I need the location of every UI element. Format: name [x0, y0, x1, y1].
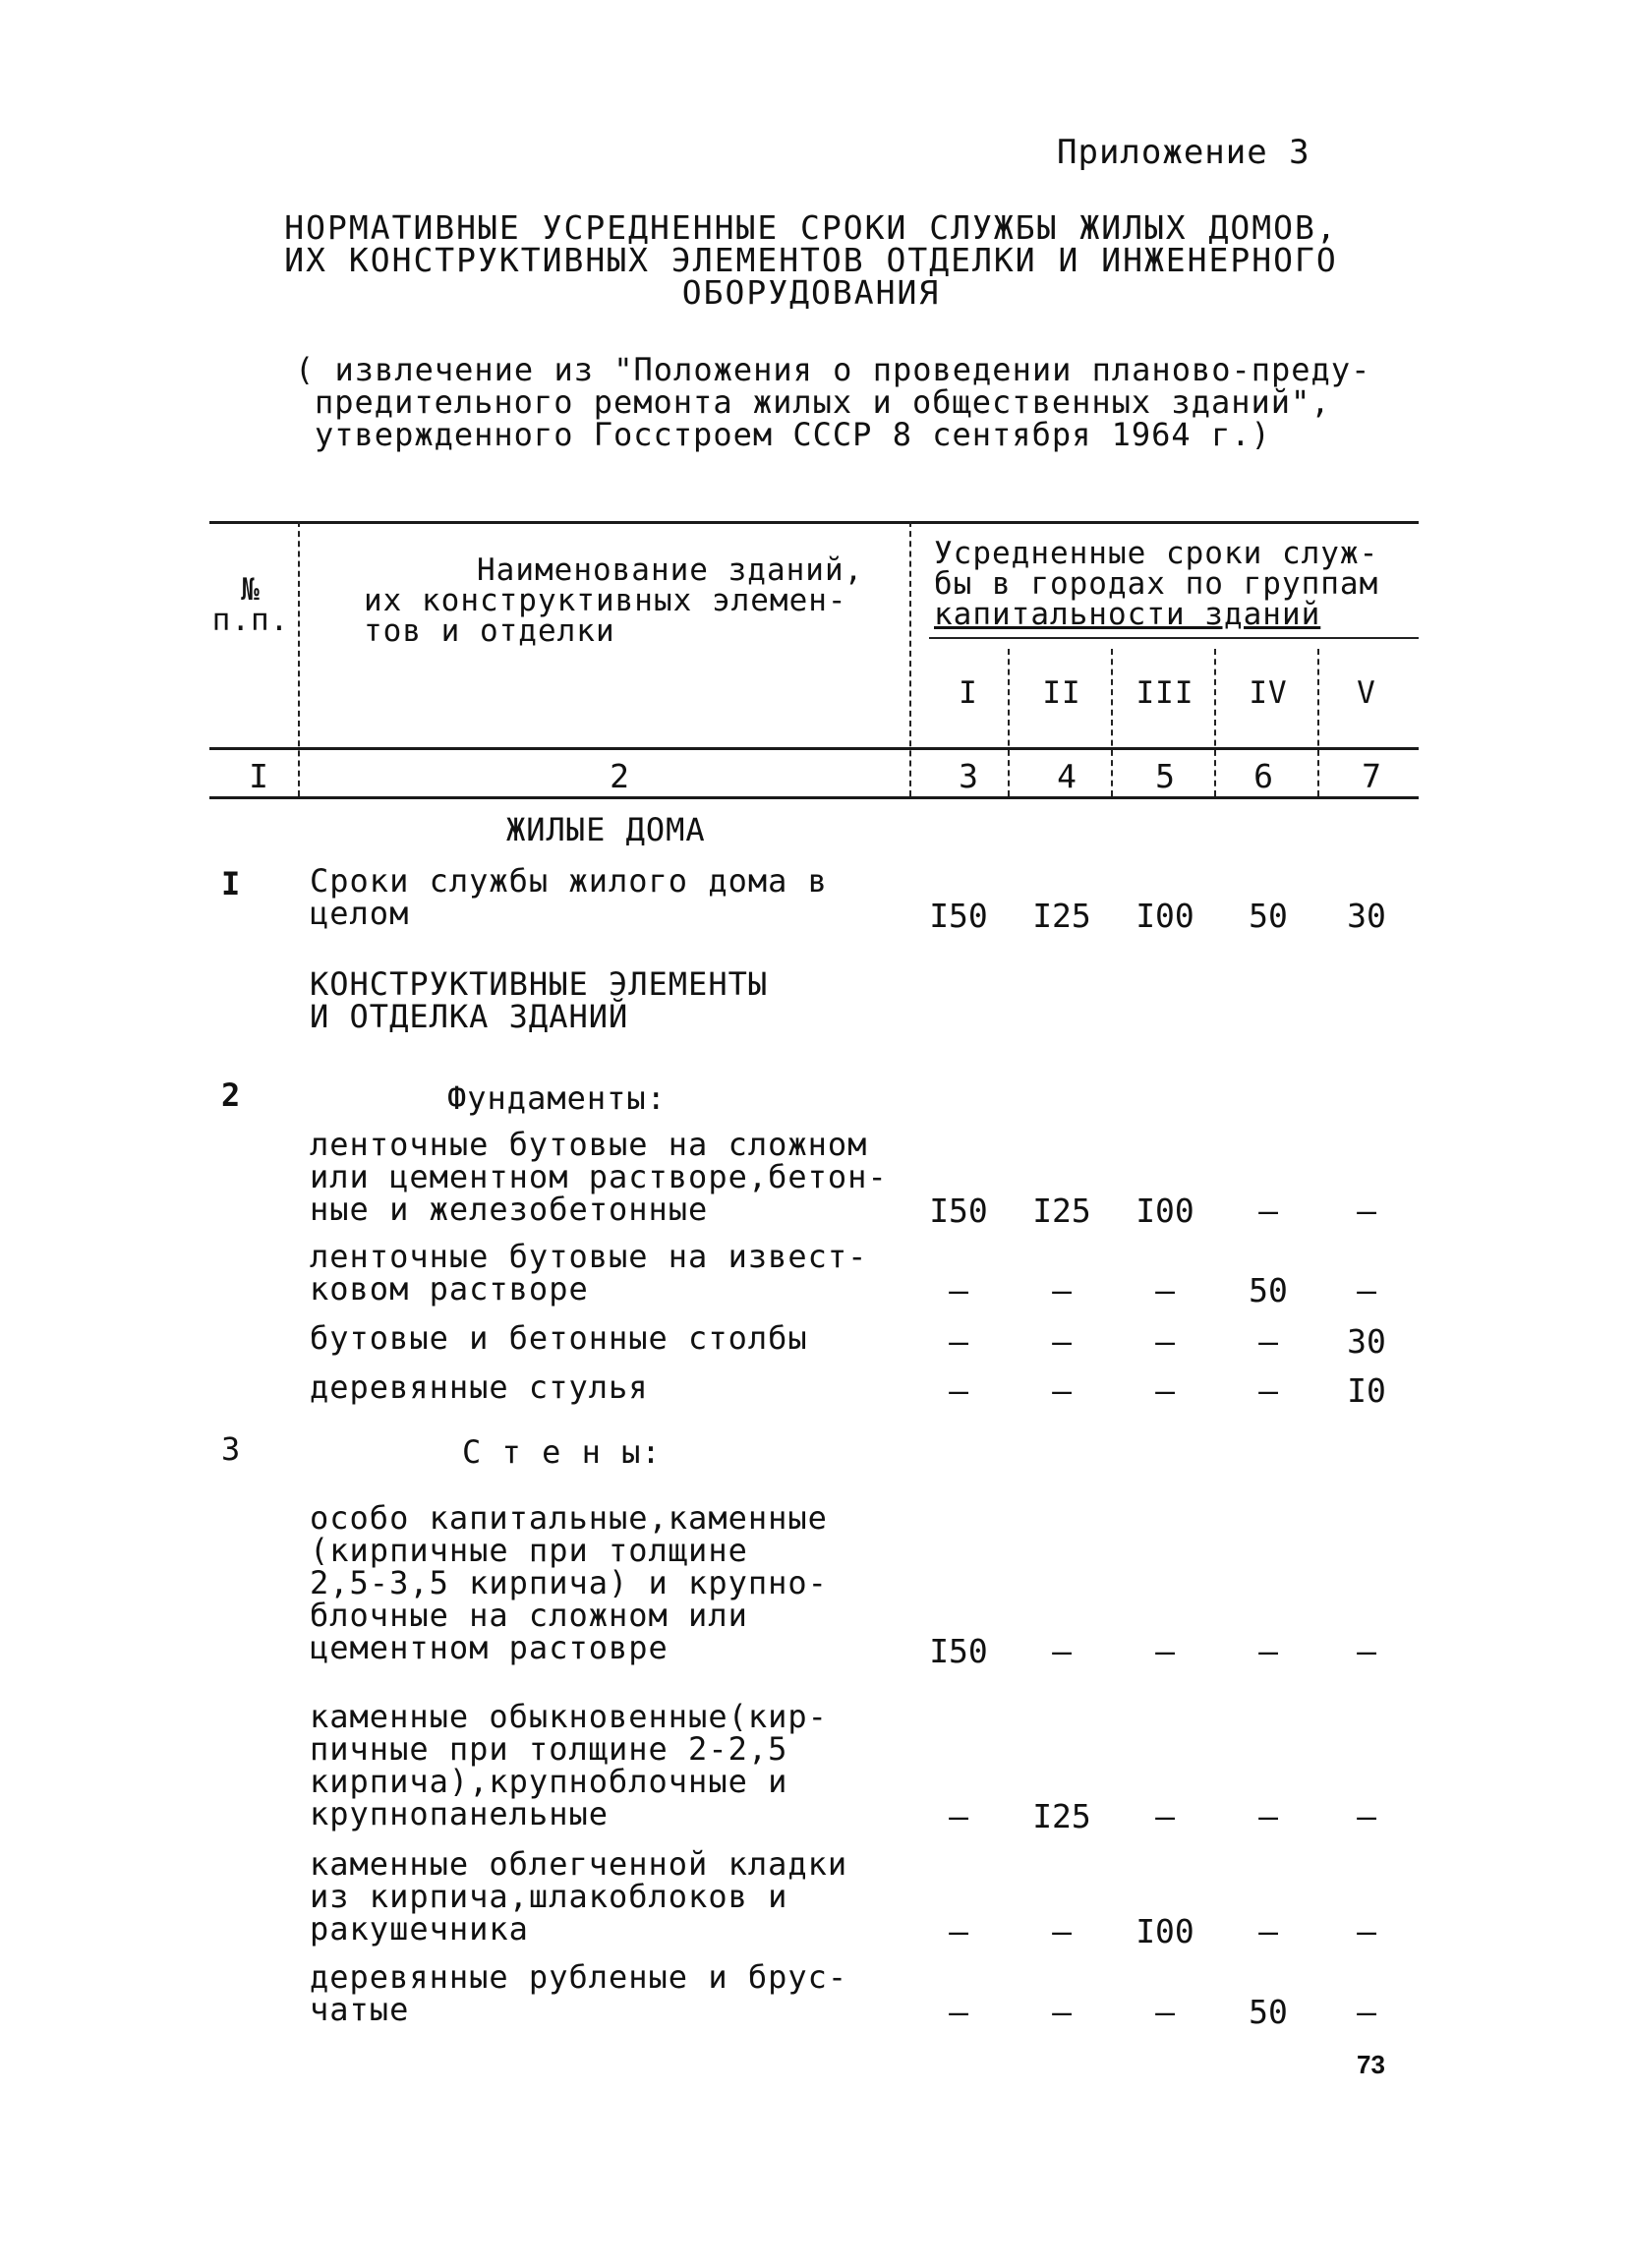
- appendix-label: Приложение 3: [1057, 133, 1310, 172]
- value-cell: –: [949, 1993, 968, 2031]
- value-cell: –: [1155, 1371, 1175, 1410]
- row-line: каменные облегченной кладки: [310, 1845, 848, 1883]
- row-label: [310, 1126, 888, 1228]
- value-cell: –: [949, 1271, 968, 1309]
- value-cell: –: [1357, 1912, 1376, 1950]
- column-number: 7: [1362, 757, 1381, 795]
- colnum-bottom-rule: [209, 796, 1419, 799]
- column-header-groups: [934, 536, 1379, 632]
- document-title: [246, 208, 1376, 312]
- row-label: [310, 862, 828, 932]
- row-number: 2: [221, 1076, 241, 1114]
- column-divider: [298, 521, 300, 796]
- row-label: [310, 1368, 649, 1406]
- value-cell: –: [1155, 1993, 1175, 2031]
- row-label: [310, 1238, 868, 1308]
- value-cell: –: [1155, 1322, 1175, 1361]
- row-label: [310, 1845, 848, 1948]
- row-number: 3: [221, 1430, 241, 1468]
- row-line: чатые: [310, 1991, 410, 2028]
- row-line: особо капитальные,каменные: [310, 1499, 828, 1537]
- column-header-number: [206, 572, 295, 638]
- subtitle-line: предительного ремонта жилых и общественных зданий",: [315, 383, 1331, 421]
- value-cell: –: [1155, 1632, 1175, 1670]
- column-number: 3: [959, 757, 978, 795]
- value-cell: –: [1258, 1322, 1278, 1361]
- column-divider: [1008, 649, 1010, 796]
- row-line: или цементном растворе,бетон-: [310, 1158, 888, 1195]
- section-line: И ОТДЕЛКА ЗДАНИЙ: [310, 998, 629, 1035]
- value-cell: –: [1357, 1271, 1376, 1309]
- row-line: бутовые и бетонные столбы: [310, 1319, 808, 1357]
- row-line: ленточные бутовые на сложном: [310, 1126, 868, 1163]
- group-header-2: II: [1042, 675, 1081, 711]
- value-cell: I00: [1135, 1912, 1194, 1950]
- row-line: деревянные стулья: [310, 1368, 649, 1406]
- value-cell: –: [1052, 1271, 1072, 1309]
- row-label: [310, 1958, 848, 2028]
- value-cell: –: [1258, 1912, 1278, 1950]
- header-line: Усредненные сроки служ-: [934, 536, 1379, 571]
- row-label: [310, 1319, 808, 1357]
- header-bottom-rule: [209, 747, 1419, 750]
- row-line: цементном растовре: [310, 1629, 669, 1666]
- row-line: Сроки службы жилого дома в: [310, 862, 828, 900]
- row-line: блочные на сложном или: [310, 1597, 748, 1634]
- row-line: целом: [310, 895, 410, 932]
- section-heading: Фундаменты:: [447, 1079, 667, 1117]
- title-line: НОРМАТИВНЫЕ УСРЕДНЕННЫЕ СРОКИ СЛУЖБЫ ЖИЛЫХ ДОМОВ,: [284, 208, 1338, 247]
- row-line: из кирпича,шлакоблоков и: [310, 1878, 788, 1915]
- document-subtitle: [295, 351, 1371, 453]
- value-cell: 50: [1249, 1271, 1288, 1309]
- value-cell: –: [1357, 1632, 1376, 1670]
- header-line: Наименование зданий,: [477, 552, 864, 588]
- column-number: I: [249, 757, 268, 795]
- row-line: каменные обыкновенные(кир-: [310, 1698, 828, 1735]
- header-line: тов и отделки: [364, 613, 615, 649]
- value-cell: I50: [929, 1632, 988, 1670]
- value-cell: –: [1357, 1797, 1376, 1835]
- row-line: крупнопанельные: [310, 1795, 609, 1832]
- column-divider: [909, 521, 911, 796]
- value-cell: 30: [1347, 1322, 1386, 1361]
- row-line: деревянные рубленые и брус-: [310, 1958, 848, 1996]
- row-line: кирпича),крупноблочные и: [310, 1763, 788, 1800]
- group-header-1: I: [959, 675, 978, 711]
- value-cell: –: [949, 1912, 968, 1950]
- page-number: 73: [1357, 2050, 1385, 2079]
- group-header-3: III: [1135, 675, 1194, 711]
- row-line: пичные при толщине 2-2,5: [310, 1730, 788, 1768]
- value-cell: –: [949, 1322, 968, 1361]
- value-cell: 30: [1347, 897, 1386, 935]
- row-label: [310, 1698, 828, 1832]
- column-number: 4: [1057, 757, 1077, 795]
- column-divider: [1317, 649, 1319, 796]
- row-line: ленточные бутовые на извест-: [310, 1238, 868, 1275]
- value-cell: I00: [1135, 1192, 1194, 1230]
- value-cell: –: [1155, 1271, 1175, 1309]
- column-divider: [1214, 649, 1216, 796]
- value-cell: I50: [929, 897, 988, 935]
- value-cell: –: [1052, 1632, 1072, 1670]
- title-line: ИХ КОНСТРУКТИВНЫХ ЭЛЕМЕНТОВ ОТДЕЛКИ И ИНЖЕНЕРНОГО: [284, 241, 1338, 279]
- row-label: [310, 1499, 828, 1666]
- section-heading: [310, 965, 769, 1035]
- value-cell: I25: [1032, 1192, 1091, 1230]
- value-cell: –: [1258, 1632, 1278, 1670]
- section-line: КОНСТРУКТИВНЫЕ ЭЛЕМЕНТЫ: [310, 965, 769, 1003]
- value-cell: I25: [1032, 1797, 1091, 1835]
- subtitle-line: ( извлечение из "Положения о проведении планово-преду-: [295, 351, 1371, 388]
- value-cell: I25: [1032, 897, 1091, 935]
- row-line: 2,5-3,5 кирпича) и крупно-: [310, 1564, 828, 1601]
- row-line: (кирпичные при толщине: [310, 1532, 748, 1569]
- column-number: 6: [1253, 757, 1273, 795]
- subtitle-line: утвержденного Госстроем СССР 8 сентября 1964 г.): [315, 416, 1271, 453]
- group-header-5: V: [1357, 675, 1376, 711]
- value-cell: –: [1052, 1993, 1072, 2031]
- header-line: их конструктивных элемен-: [364, 583, 847, 618]
- header-line: бы в городах по группам: [934, 566, 1379, 602]
- section-heading: ЖИЛЫЕ ДОМА: [506, 811, 706, 848]
- title-line: ОБОРУДОВАНИЯ: [681, 273, 941, 312]
- value-cell: –: [949, 1797, 968, 1835]
- row-line: ковом растворе: [310, 1270, 589, 1308]
- value-cell: –: [1052, 1371, 1072, 1410]
- header-line: капитальности зданий: [934, 597, 1321, 632]
- value-cell: –: [949, 1371, 968, 1410]
- value-cell: 50: [1249, 897, 1288, 935]
- value-cell: –: [1258, 1797, 1278, 1835]
- section-heading: С т е н ы:: [462, 1433, 662, 1471]
- header-line: №: [241, 572, 261, 608]
- value-cell: I50: [929, 1192, 988, 1230]
- value-cell: –: [1052, 1322, 1072, 1361]
- value-cell: –: [1357, 1192, 1376, 1230]
- value-cell: 50: [1249, 1993, 1288, 2031]
- table-top-rule: [209, 521, 1419, 524]
- row-line: ные и железобетонные: [310, 1191, 709, 1228]
- value-cell: I0: [1347, 1371, 1386, 1410]
- value-cell: I00: [1135, 897, 1194, 935]
- column-number: 2: [610, 757, 629, 795]
- column-divider: [1111, 649, 1113, 796]
- row-number: I: [221, 865, 241, 902]
- value-cell: –: [1258, 1371, 1278, 1410]
- row-line: ракушечника: [310, 1910, 529, 1948]
- value-cell: –: [1357, 1993, 1376, 2031]
- value-cell: –: [1155, 1797, 1175, 1835]
- group-header-rule: [929, 637, 1419, 639]
- group-header-4: IV: [1249, 675, 1288, 711]
- header-line: п.п.: [211, 603, 290, 638]
- column-header-name: [364, 552, 864, 649]
- column-number: 5: [1155, 757, 1175, 795]
- value-cell: –: [1258, 1192, 1278, 1230]
- value-cell: –: [1052, 1912, 1072, 1950]
